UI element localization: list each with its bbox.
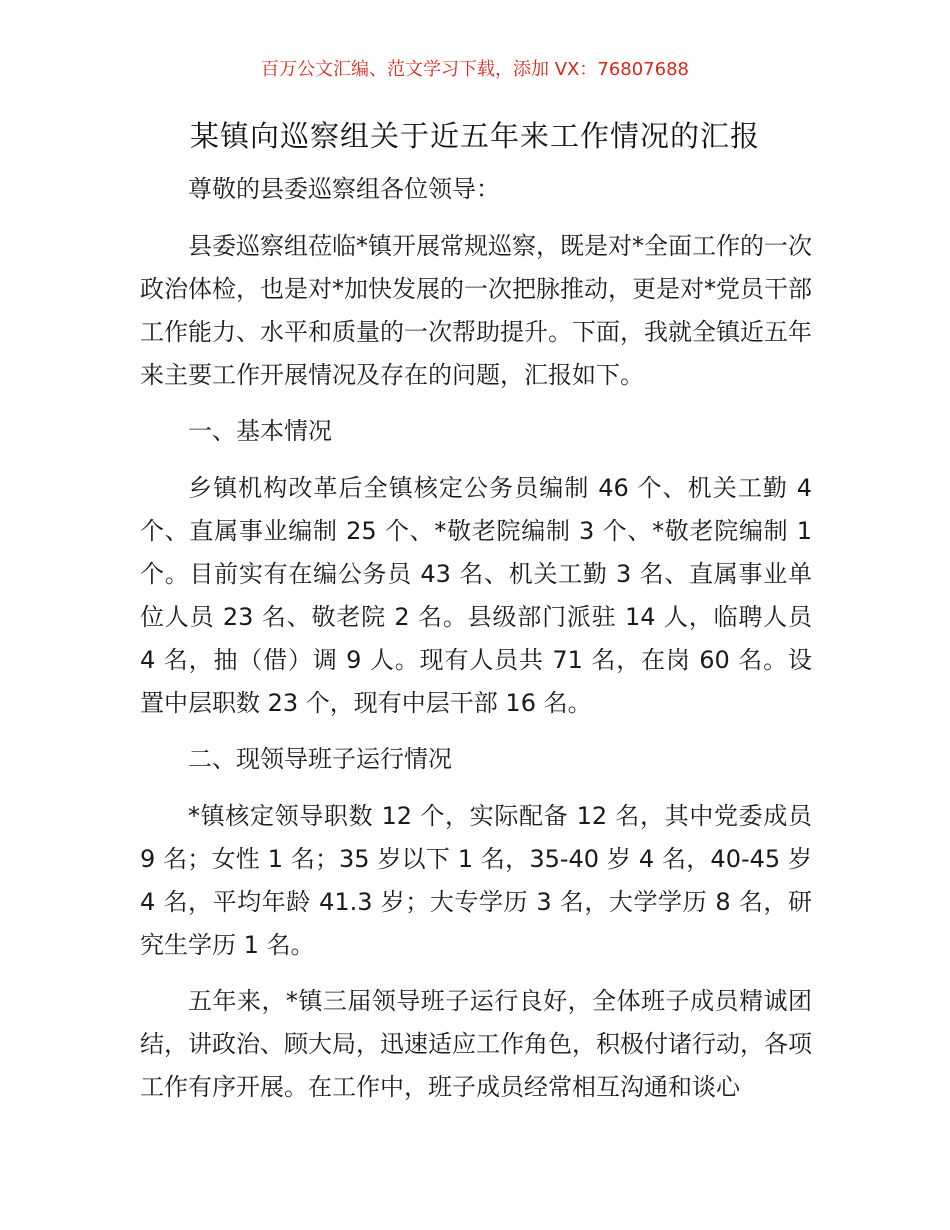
leadership-operation-paragraph: 五年来，*镇三届领导班子运行良好，全体班子成员精诚团结，讲政治、顾大局，迅速适应工作角色，积极付诸行动，各项工作有序开展。在工作中，班子成员经常相互沟通和谈心 bbox=[140, 987, 812, 1101]
section-heading-leadership: 二、现领导班子运行情况 bbox=[188, 745, 452, 773]
document-body bbox=[140, 168, 812, 1122]
header-banner: 百万公文汇编、范文学习下载，添加 VX：76807688 bbox=[261, 59, 689, 80]
intro-paragraph: 县委巡察组莅临*镇开展常规巡察，既是对*全面工作的一次政治体检，也是对*加快发展的一次把脉推动，更是对*党员干部工作能力、水平和质量的一次帮助提升。下面，我就全镇近五年来主要工作开展情况及存在的问题，汇报如下。 bbox=[140, 232, 812, 389]
salutation: 尊敬的县委巡察组各位领导： bbox=[188, 175, 500, 203]
section-heading-basic-info: 一、基本情况 bbox=[188, 417, 332, 445]
basic-info-paragraph: 乡镇机构改革后全镇核定公务员编制 46 个、机关工勤 4 个、直属事业编制 25 个、*敬老院编制 3 个、*敬老院编制 1 个。目前实有在编公务员 43 名、机关工勤 3 名、直属事业单位人员 23 名、敬老院 2 名。县级部门派驻 14 人，临聘人员 4 名，抽（借）调 9 人。现有人员共 71 名，在岗 60 名。设置中层职数 23 个，现有中层干部 16 名。 bbox=[140, 474, 812, 717]
document-title: 某镇向巡察组关于近五年来工作情况的汇报 bbox=[189, 119, 760, 153]
leadership-composition-paragraph: *镇核定领导职数 12 个，实际配备 12 名，其中党委成员 9 名；女性 1 名；35 岁以下 1 名，35-40 岁 4 名，40-45 岁 4 名，平均年龄 41.3 岁；大专学历 3 名，大学学历 8 名，研究生学历 1 名。 bbox=[140, 802, 812, 959]
